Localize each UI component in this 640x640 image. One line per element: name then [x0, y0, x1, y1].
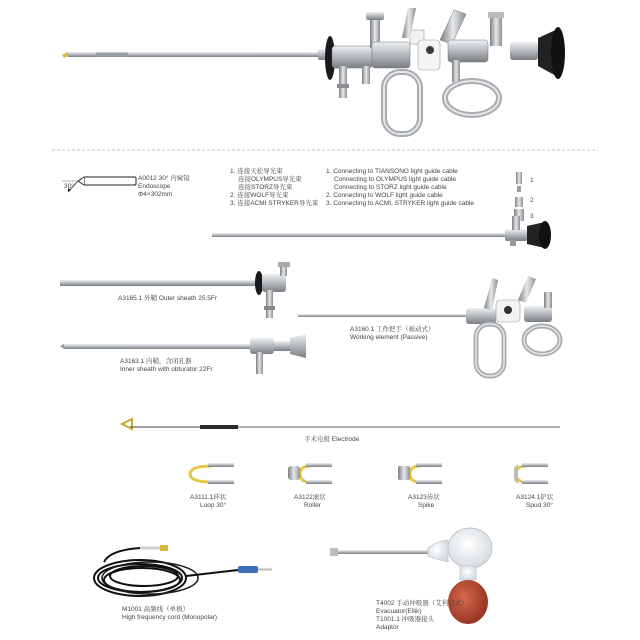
tip-spud-label: A3124.1铲状 Spud 30° [516, 494, 554, 509]
electrode-tip-loop [190, 463, 234, 484]
endoscope-size: Φ4×302mm [138, 191, 173, 198]
endoscope-label [138, 175, 190, 199]
adapter-number-1: 1 [530, 177, 534, 184]
connections-cn: 1. 连接天松导光束 连接OLYMPUS导光束 连接STORZ导光束 2. 连接WOLF导光束 3. 连接ACMI STRYKER导光束 [230, 168, 319, 207]
outer-sheath-label: A3165.1 外鞘 Outer sheath 25.5Fr [118, 295, 217, 302]
electrode-tip-roller [288, 463, 332, 484]
tip-roller-label: A3122滚状 Roller [294, 494, 326, 509]
endoscope [212, 216, 551, 249]
electrode-label: 手术电极 Electrode [304, 436, 360, 443]
endoscope-angle-label: 30° [64, 183, 74, 190]
evacuator-label: T4002 手动冲吸器（艾利克式） Evacuator(Ellik) T1001.1 冲吸器接头 Adaptor [376, 600, 468, 631]
adapter-number-3: 3 [530, 213, 534, 220]
adapter-number-2: 2 [530, 197, 534, 204]
assembled-resectoscope [62, 8, 565, 134]
cord-label: M1001 高频线（单极） High frequency cord (Monopolar) [122, 606, 218, 621]
outer-sheath [60, 262, 290, 318]
high-frequency-cord [94, 545, 272, 596]
endoscope-name: Endoscope [138, 183, 171, 190]
electrode-tip-spud [514, 463, 548, 484]
light-guide-adapters [514, 172, 524, 221]
endoscope-code: A0012 30° 内窥镜 [138, 175, 190, 182]
working-element-label: A3160.1 工作把手（被动式） Working element (Passive) [350, 326, 435, 341]
tip-loop-label: A3111.1环状 Loop 30° [190, 494, 227, 509]
connections-en: 1. Connecting to TIANSONG light guide cable Connecting to OLYMPUS light guide cable Connecting to STORZ light guide cable 2. Connecting to WOLF light guide cable 3. Connecting to ACMI, STRYKER light guide cable [326, 168, 475, 207]
electrode-tip-spike [398, 463, 442, 484]
tip-spike-label: A3123齿状 Spike [408, 494, 440, 509]
electrode [122, 419, 560, 429]
inner-sheath-label: A3163.1 内鞘，含闭孔器 Inner sheath with obturator 22Fr [120, 358, 213, 373]
